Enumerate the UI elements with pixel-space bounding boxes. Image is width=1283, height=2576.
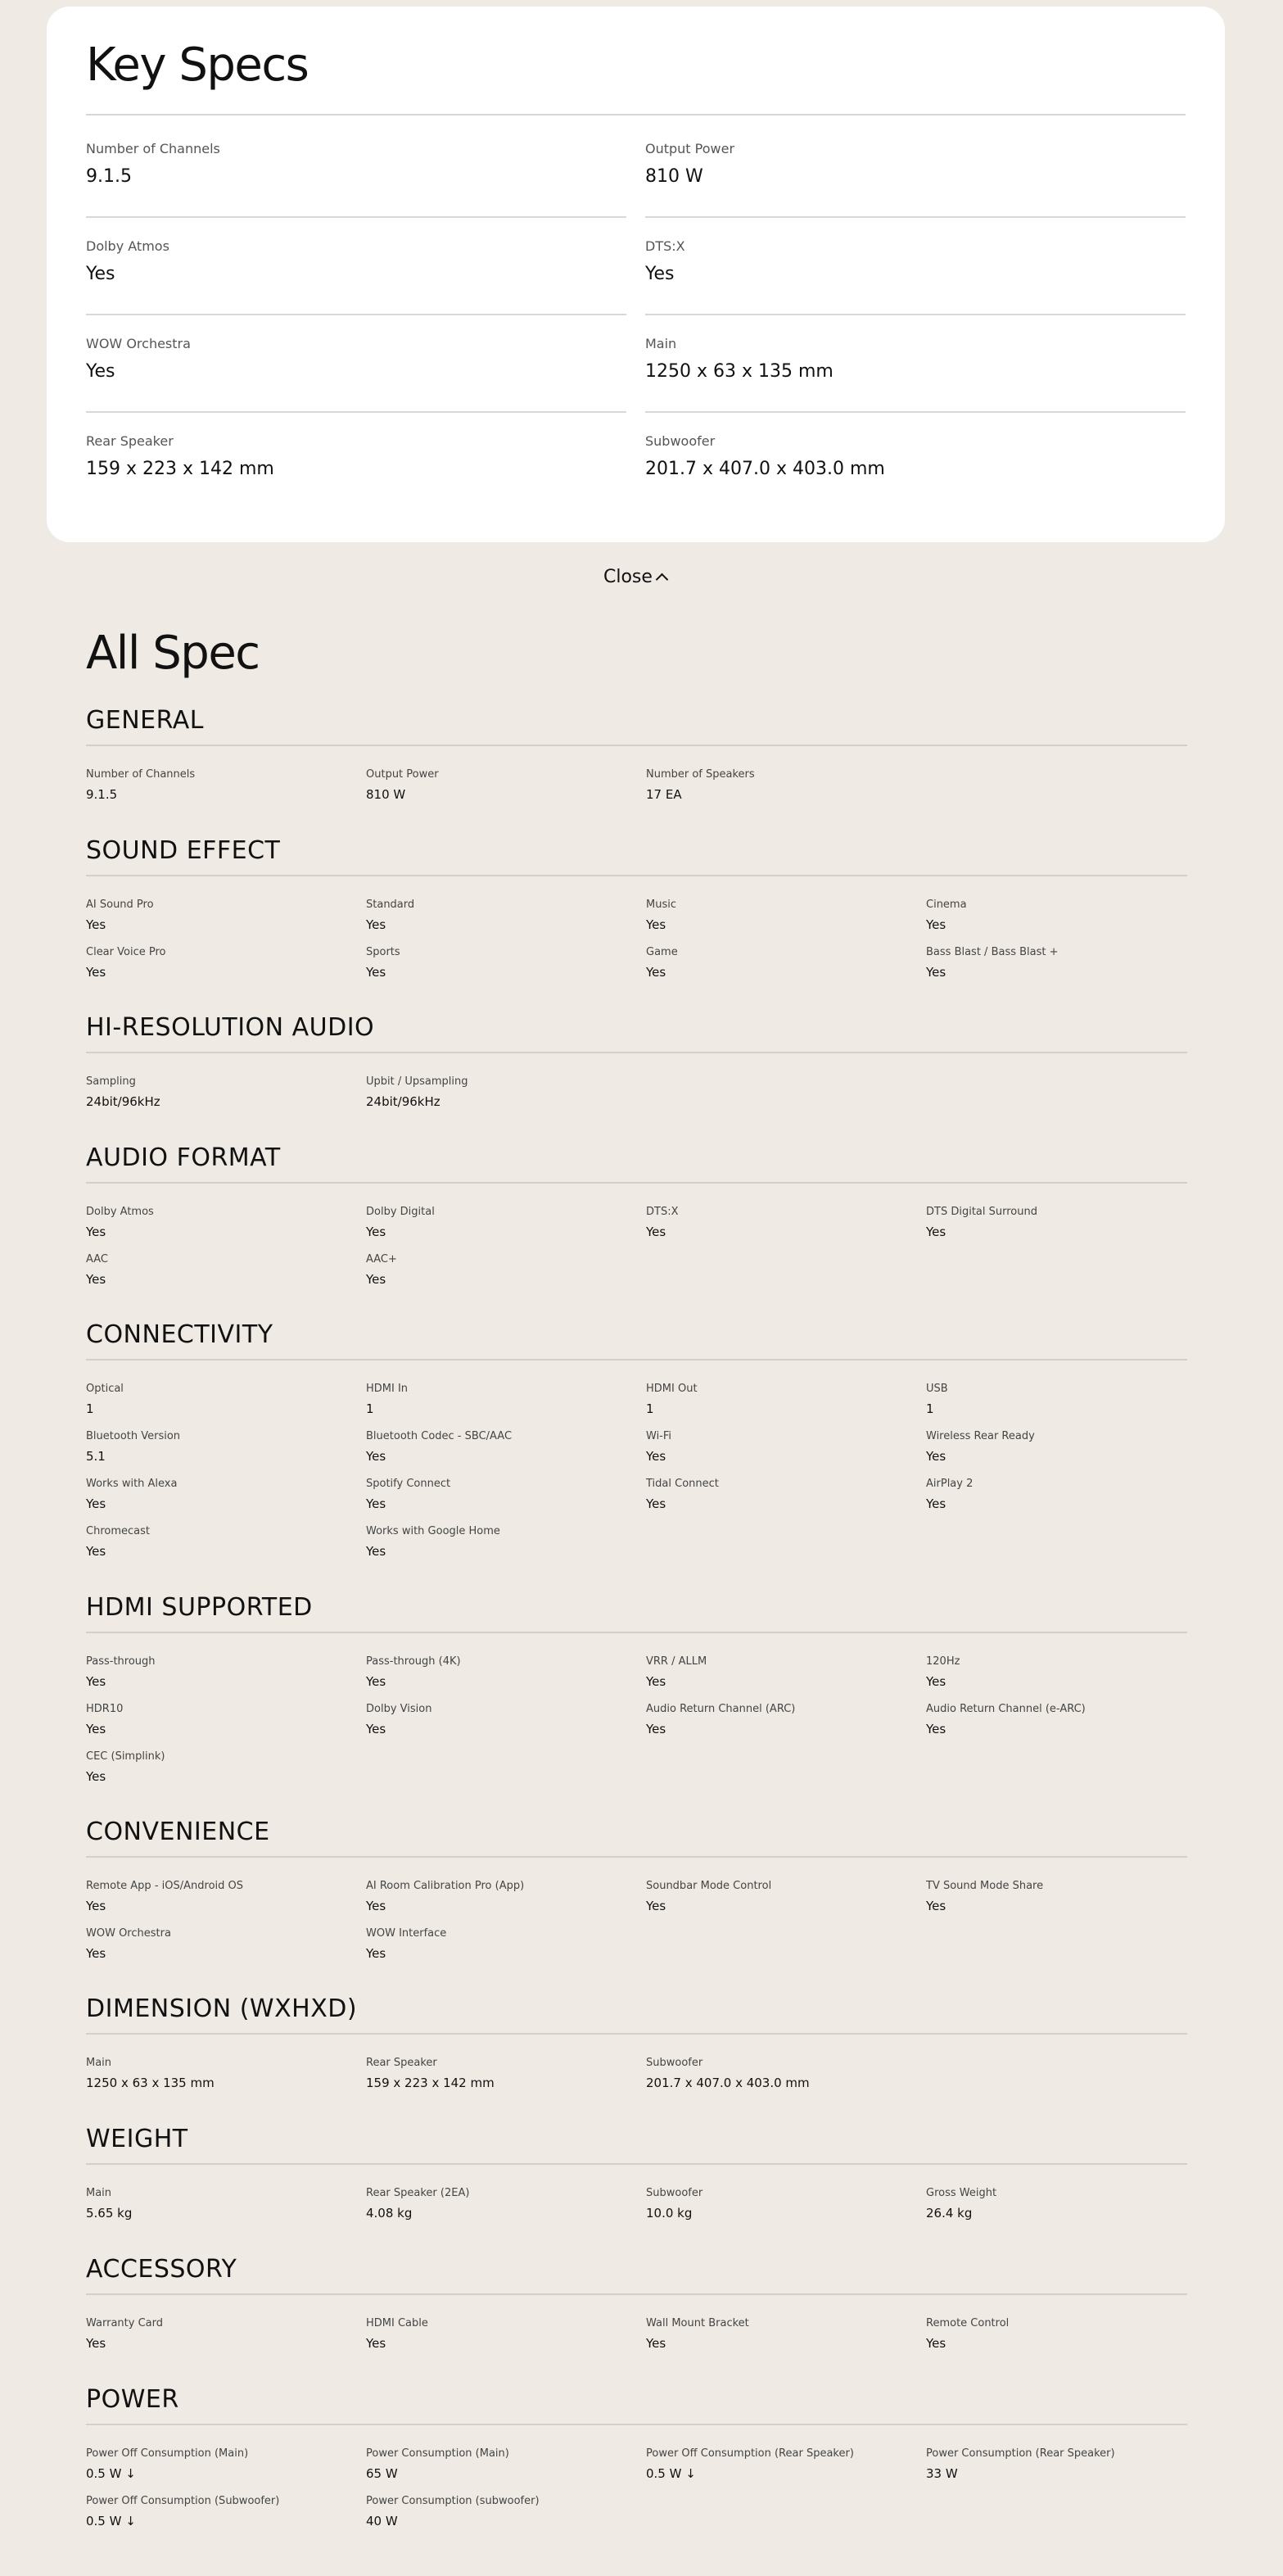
spec-section-title: CONNECTIVITY (86, 1320, 273, 1349)
spec-value: 33 W (926, 2466, 958, 2481)
spec-label: Chromecast (86, 1525, 150, 1537)
spec-section-divider (86, 1632, 1187, 1633)
key-spec-item (645, 238, 1186, 286)
spec-label: Dolby Vision (366, 1703, 432, 1715)
key-spec-label: Main (645, 336, 677, 351)
spec-label: Dolby Digital (366, 1206, 435, 1218)
spec-label: Wall Mount Bracket (646, 2317, 749, 2329)
spec-value: Yes (366, 965, 386, 980)
spec-value: Yes (366, 1544, 386, 1559)
spec-item (366, 2447, 646, 2495)
spec-section-divider (86, 2163, 1187, 2165)
spec-value: Yes (926, 1496, 946, 1511)
spec-value: Yes (86, 1272, 106, 1287)
key-spec-item (86, 238, 626, 286)
key-spec-value: 9.1.5 (86, 166, 132, 187)
spec-section-title: AUDIO FORMAT (86, 1143, 281, 1172)
spec-item (926, 2447, 1187, 2495)
spec-label: Main (86, 2187, 112, 2199)
spec-label: Number of Speakers (646, 768, 755, 781)
spec-section (86, 704, 1187, 816)
spec-item (86, 2317, 366, 2365)
key-spec-value: Yes (86, 361, 115, 382)
spec-item (926, 946, 1187, 994)
spec-value: 17 EA (646, 787, 682, 802)
spec-label: Optical (86, 1383, 124, 1395)
spec-grid (86, 1655, 1187, 1798)
spec-item (646, 2317, 926, 2365)
spec-value: Yes (926, 1722, 946, 1736)
spec-section-divider (86, 2033, 1187, 2035)
spec-value: 65 W (366, 2466, 398, 2481)
spec-label: Subwoofer (646, 2057, 703, 2069)
spec-item (926, 1383, 1187, 1430)
spec-label: Works with Google Home (366, 1525, 500, 1537)
key-specs-card (47, 7, 1225, 542)
spec-section (86, 2123, 1187, 2234)
key-spec-item (86, 433, 626, 481)
spec-value: Yes (926, 1449, 946, 1464)
key-spec-label: Output Power (645, 141, 735, 156)
spec-item (86, 2057, 366, 2104)
spec-item (366, 2495, 646, 2542)
spec-item (646, 946, 926, 994)
key-spec-item (86, 141, 626, 188)
spec-value: 1250 x 63 x 135 mm (86, 2076, 215, 2090)
spec-grid (86, 899, 1187, 994)
spec-item (86, 1206, 366, 1253)
spec-label: USB (926, 1383, 948, 1395)
spec-value: Yes (86, 1496, 106, 1511)
spec-section (86, 2253, 1187, 2365)
spec-grid (86, 2057, 1187, 2104)
spec-section (86, 1993, 1187, 2104)
spec-value: Yes (86, 1544, 106, 1559)
spec-label: AAC (86, 1253, 108, 1265)
spec-item (366, 899, 646, 946)
spec-item (926, 1478, 1187, 1525)
spec-item (646, 1430, 926, 1478)
spec-value: Yes (86, 1899, 106, 1913)
spec-value: 9.1.5 (86, 787, 118, 802)
spec-value: 1 (86, 1401, 94, 1416)
spec-item (646, 1478, 926, 1525)
spec-item (366, 2317, 646, 2365)
spec-item (366, 2187, 646, 2234)
key-spec-value: 810 W (645, 166, 703, 187)
spec-value: 40 W (366, 2514, 398, 2528)
spec-value: Yes (86, 1225, 106, 1239)
spec-label: Power Consumption (Rear Speaker) (926, 2447, 1115, 2460)
spec-value: Yes (926, 1674, 946, 1689)
spec-label: HDMI Out (646, 1383, 698, 1395)
spec-value: 810 W (366, 787, 406, 802)
spec-section-divider (86, 875, 1187, 876)
spec-section-title: HI-RESOLUTION AUDIO (86, 1013, 375, 1042)
spec-label: Number of Channels (86, 768, 196, 781)
key-specs-divider (86, 114, 1186, 115)
spec-value: Yes (86, 2336, 106, 2351)
spec-item (86, 2447, 366, 2495)
spec-label: Pass-through (86, 1655, 156, 1668)
key-spec-divider (86, 216, 626, 218)
spec-section-title: SOUND EFFECT (86, 836, 281, 865)
spec-section-divider (86, 1052, 1187, 1053)
all-spec-title: All Spec (86, 627, 260, 680)
spec-item (366, 1253, 646, 1301)
spec-label: Spotify Connect (366, 1478, 451, 1490)
spec-item (646, 899, 926, 946)
spec-item (926, 1206, 1187, 1253)
spec-section (86, 1319, 1187, 1573)
spec-value: Yes (926, 965, 946, 980)
spec-item (86, 1927, 366, 1975)
spec-item (926, 1880, 1187, 1927)
spec-value: 159 x 223 x 142 mm (366, 2076, 495, 2090)
spec-item (926, 899, 1187, 946)
spec-label: Bluetooth Codec - SBC/AAC (366, 1430, 513, 1442)
spec-label: Remote Control (926, 2317, 1010, 2329)
spec-label: Works with Alexa (86, 1478, 178, 1490)
spec-value: Yes (926, 2336, 946, 2351)
spec-section-title: HDMI SUPPORTED (86, 1593, 313, 1622)
key-spec-divider (645, 314, 1186, 315)
close-specs-button[interactable] (603, 567, 666, 587)
spec-value: Yes (86, 1769, 106, 1784)
spec-item (86, 1703, 366, 1750)
spec-item (926, 1703, 1187, 1750)
key-spec-value: Yes (645, 264, 675, 284)
spec-item (366, 946, 646, 994)
spec-value: Yes (366, 1946, 386, 1961)
spec-item (86, 1075, 366, 1123)
spec-label: Tidal Connect (646, 1478, 719, 1490)
key-spec-item (86, 336, 626, 383)
spec-label: Power Consumption (Main) (366, 2447, 509, 2460)
key-spec-divider (86, 411, 626, 413)
spec-value: Yes (366, 2336, 386, 2351)
spec-section (86, 835, 1187, 994)
spec-value: 0.5 W ↓ (86, 2514, 136, 2528)
spec-value: Yes (926, 917, 946, 932)
spec-label: AI Sound Pro (86, 899, 154, 911)
spec-item (366, 1655, 646, 1703)
spec-item (86, 1478, 366, 1525)
key-spec-item (645, 336, 1186, 383)
spec-item (86, 899, 366, 946)
spec-section-divider (86, 2424, 1187, 2425)
spec-label: 120Hz (926, 1655, 960, 1668)
key-spec-label: Dolby Atmos (86, 238, 169, 254)
spec-section-title: ACCESSORY (86, 2255, 237, 2284)
spec-label: Bluetooth Version (86, 1430, 181, 1442)
spec-item (646, 1703, 926, 1750)
spec-label: Output Power (366, 768, 439, 781)
spec-grid (86, 2187, 1187, 2234)
spec-section-divider (86, 2293, 1187, 2295)
key-spec-label: Number of Channels (86, 141, 220, 156)
spec-value: 26.4 kg (926, 2206, 973, 2221)
spec-section-title: DIMENSION (WXHXD) (86, 1994, 358, 2023)
spec-label: CEC (Simplink) (86, 1750, 165, 1763)
spec-value: Yes (86, 1722, 106, 1736)
spec-label: DTS:X (646, 1206, 679, 1218)
spec-label: HDMI Cable (366, 2317, 428, 2329)
spec-item (646, 2187, 926, 2234)
spec-value: 10.0 kg (646, 2206, 693, 2221)
spec-label: Audio Return Channel (e-ARC) (926, 1703, 1086, 1715)
spec-item (646, 1880, 926, 1927)
spec-item (646, 1206, 926, 1253)
spec-value: 24bit/96kHz (86, 1094, 160, 1109)
spec-label: Wi-Fi (646, 1430, 672, 1442)
spec-item (86, 1253, 366, 1301)
spec-label: Wireless Rear Ready (926, 1430, 1035, 1442)
spec-value: Yes (646, 1496, 666, 1511)
spec-value: Yes (366, 1722, 386, 1736)
spec-item (86, 2187, 366, 2234)
spec-item (646, 2057, 926, 2104)
spec-value: 1 (926, 1401, 934, 1416)
spec-value: 24bit/96kHz (366, 1094, 440, 1109)
spec-value: Yes (646, 2336, 666, 2351)
spec-value: Yes (366, 1496, 386, 1511)
spec-section (86, 1816, 1187, 1975)
spec-label: AirPlay 2 (926, 1478, 974, 1490)
spec-label: Subwoofer (646, 2187, 703, 2199)
spec-label: Main (86, 2057, 112, 2069)
chevron-up-icon (656, 573, 669, 586)
spec-item (366, 1206, 646, 1253)
spec-label: Clear Voice Pro (86, 946, 166, 958)
spec-section (86, 1591, 1187, 1798)
spec-section-title: GENERAL (86, 706, 204, 735)
key-spec-label: Rear Speaker (86, 433, 174, 449)
spec-value: 1 (646, 1401, 654, 1416)
key-spec-label: DTS:X (645, 238, 685, 254)
spec-value: Yes (646, 1449, 666, 1464)
spec-item (86, 1383, 366, 1430)
spec-value: 0.5 W ↓ (646, 2466, 696, 2481)
spec-item (646, 768, 926, 816)
spec-item (366, 2057, 646, 2104)
spec-item (366, 1525, 646, 1573)
key-spec-item (645, 433, 1186, 481)
spec-value: 201.7 x 407.0 x 403.0 mm (646, 2076, 810, 2090)
spec-label: Pass-through (4K) (366, 1655, 461, 1668)
spec-value: Yes (366, 1225, 386, 1239)
spec-value: Yes (86, 1946, 106, 1961)
spec-item (366, 1927, 646, 1975)
spec-section (86, 1012, 1187, 1123)
spec-label: Upbit / Upsampling (366, 1075, 468, 1088)
spec-value: Yes (926, 1899, 946, 1913)
spec-label: Cinema (926, 899, 967, 911)
spec-item (926, 2187, 1187, 2234)
spec-value: Yes (926, 1225, 946, 1239)
key-spec-divider (86, 314, 626, 315)
spec-item (926, 1655, 1187, 1703)
spec-value: Yes (646, 1225, 666, 1239)
spec-item (646, 1383, 926, 1430)
spec-grid (86, 1206, 1187, 1301)
spec-label: Remote App - iOS/Android OS (86, 1880, 243, 1892)
spec-item (86, 1655, 366, 1703)
key-spec-value: 1250 x 63 x 135 mm (645, 361, 833, 382)
spec-label: Music (646, 899, 676, 911)
spec-value: Yes (366, 1674, 386, 1689)
key-spec-value: 159 x 223 x 142 mm (86, 459, 274, 479)
spec-label: Soundbar Mode Control (646, 1880, 772, 1892)
spec-value: Yes (646, 1899, 666, 1913)
key-spec-divider (645, 411, 1186, 413)
spec-section-title: WEIGHT (86, 2125, 188, 2153)
spec-item (926, 1430, 1187, 1478)
spec-label: AI Room Calibration Pro (App) (366, 1880, 525, 1892)
spec-section-title: CONVENIENCE (86, 1818, 270, 1846)
key-spec-value: 201.7 x 407.0 x 403.0 mm (645, 459, 885, 479)
spec-item (86, 1880, 366, 1927)
key-spec-divider (645, 216, 1186, 218)
spec-value: 0.5 W ↓ (86, 2466, 136, 2481)
spec-label: VRR / ALLM (646, 1655, 707, 1668)
spec-grid (86, 1880, 1187, 1975)
spec-label: Rear Speaker (366, 2057, 437, 2069)
spec-section (86, 1142, 1187, 1301)
spec-label: Rear Speaker (2EA) (366, 2187, 470, 2199)
spec-value: Yes (646, 965, 666, 980)
spec-section-title: POWER (86, 2385, 179, 2414)
spec-value: 4.08 kg (366, 2206, 413, 2221)
spec-value: Yes (646, 1674, 666, 1689)
spec-label: Bass Blast / Bass Blast + (926, 946, 1059, 958)
spec-value: 5.65 kg (86, 2206, 133, 2221)
spec-section-divider (86, 1182, 1187, 1184)
spec-item (646, 1655, 926, 1703)
spec-section (86, 2384, 1187, 2542)
spec-grid (86, 2447, 1187, 2542)
spec-item (926, 2317, 1187, 2365)
spec-label: Game (646, 946, 678, 958)
key-spec-item (645, 141, 1186, 188)
spec-label: WOW Interface (366, 1927, 447, 1940)
spec-value: Yes (86, 917, 106, 932)
key-specs-title: Key Specs (86, 38, 309, 92)
spec-grid (86, 2317, 1187, 2365)
spec-label: AAC+ (366, 1253, 397, 1265)
spec-label: Warranty Card (86, 2317, 163, 2329)
spec-value: Yes (646, 1722, 666, 1736)
spec-item (86, 946, 366, 994)
spec-label: DTS Digital Surround (926, 1206, 1037, 1218)
spec-label: WOW Orchestra (86, 1927, 171, 1940)
spec-item (86, 1525, 366, 1573)
spec-label: Standard (366, 899, 415, 911)
spec-item (366, 1703, 646, 1750)
spec-label: Gross Weight (926, 2187, 997, 2199)
spec-label: TV Sound Mode Share (926, 1880, 1044, 1892)
spec-label: HDMI In (366, 1383, 409, 1395)
spec-value: Yes (366, 917, 386, 932)
spec-grid (86, 1075, 1187, 1123)
spec-grid (86, 768, 1187, 816)
spec-value: Yes (86, 1674, 106, 1689)
spec-item (86, 1750, 366, 1798)
spec-label: Audio Return Channel (ARC) (646, 1703, 796, 1715)
spec-value: Yes (86, 965, 106, 980)
spec-section-divider (86, 1359, 1187, 1360)
key-spec-label: WOW Orchestra (86, 336, 191, 351)
spec-value: Yes (646, 917, 666, 932)
spec-label: HDR10 (86, 1703, 124, 1715)
spec-item (366, 1478, 646, 1525)
spec-item (86, 2495, 366, 2542)
spec-grid (86, 1383, 1187, 1573)
spec-item (366, 1383, 646, 1430)
spec-label: Sports (366, 946, 400, 958)
spec-value: Yes (366, 1272, 386, 1287)
spec-label: Power Consumption (subwoofer) (366, 2495, 540, 2507)
spec-section-divider (86, 745, 1187, 746)
spec-label: Power Off Consumption (Main) (86, 2447, 249, 2460)
spec-item (86, 1430, 366, 1478)
close-label: Close (603, 567, 653, 587)
spec-label: Dolby Atmos (86, 1206, 154, 1218)
spec-item (366, 1075, 646, 1123)
spec-label: Power Off Consumption (Rear Speaker) (646, 2447, 854, 2460)
spec-value: Yes (366, 1449, 386, 1464)
spec-item (366, 768, 646, 816)
spec-section-divider (86, 1856, 1187, 1858)
spec-label: Power Off Consumption (Subwoofer) (86, 2495, 280, 2507)
spec-value: Yes (366, 1899, 386, 1913)
spec-value: 1 (366, 1401, 374, 1416)
spec-label: Sampling (86, 1075, 136, 1088)
spec-item (366, 1880, 646, 1927)
key-spec-label: Subwoofer (645, 433, 716, 449)
spec-item (646, 2447, 926, 2495)
spec-item (366, 1430, 646, 1478)
spec-item (86, 768, 366, 816)
key-spec-value: Yes (86, 264, 115, 284)
spec-value: 5.1 (86, 1449, 106, 1464)
